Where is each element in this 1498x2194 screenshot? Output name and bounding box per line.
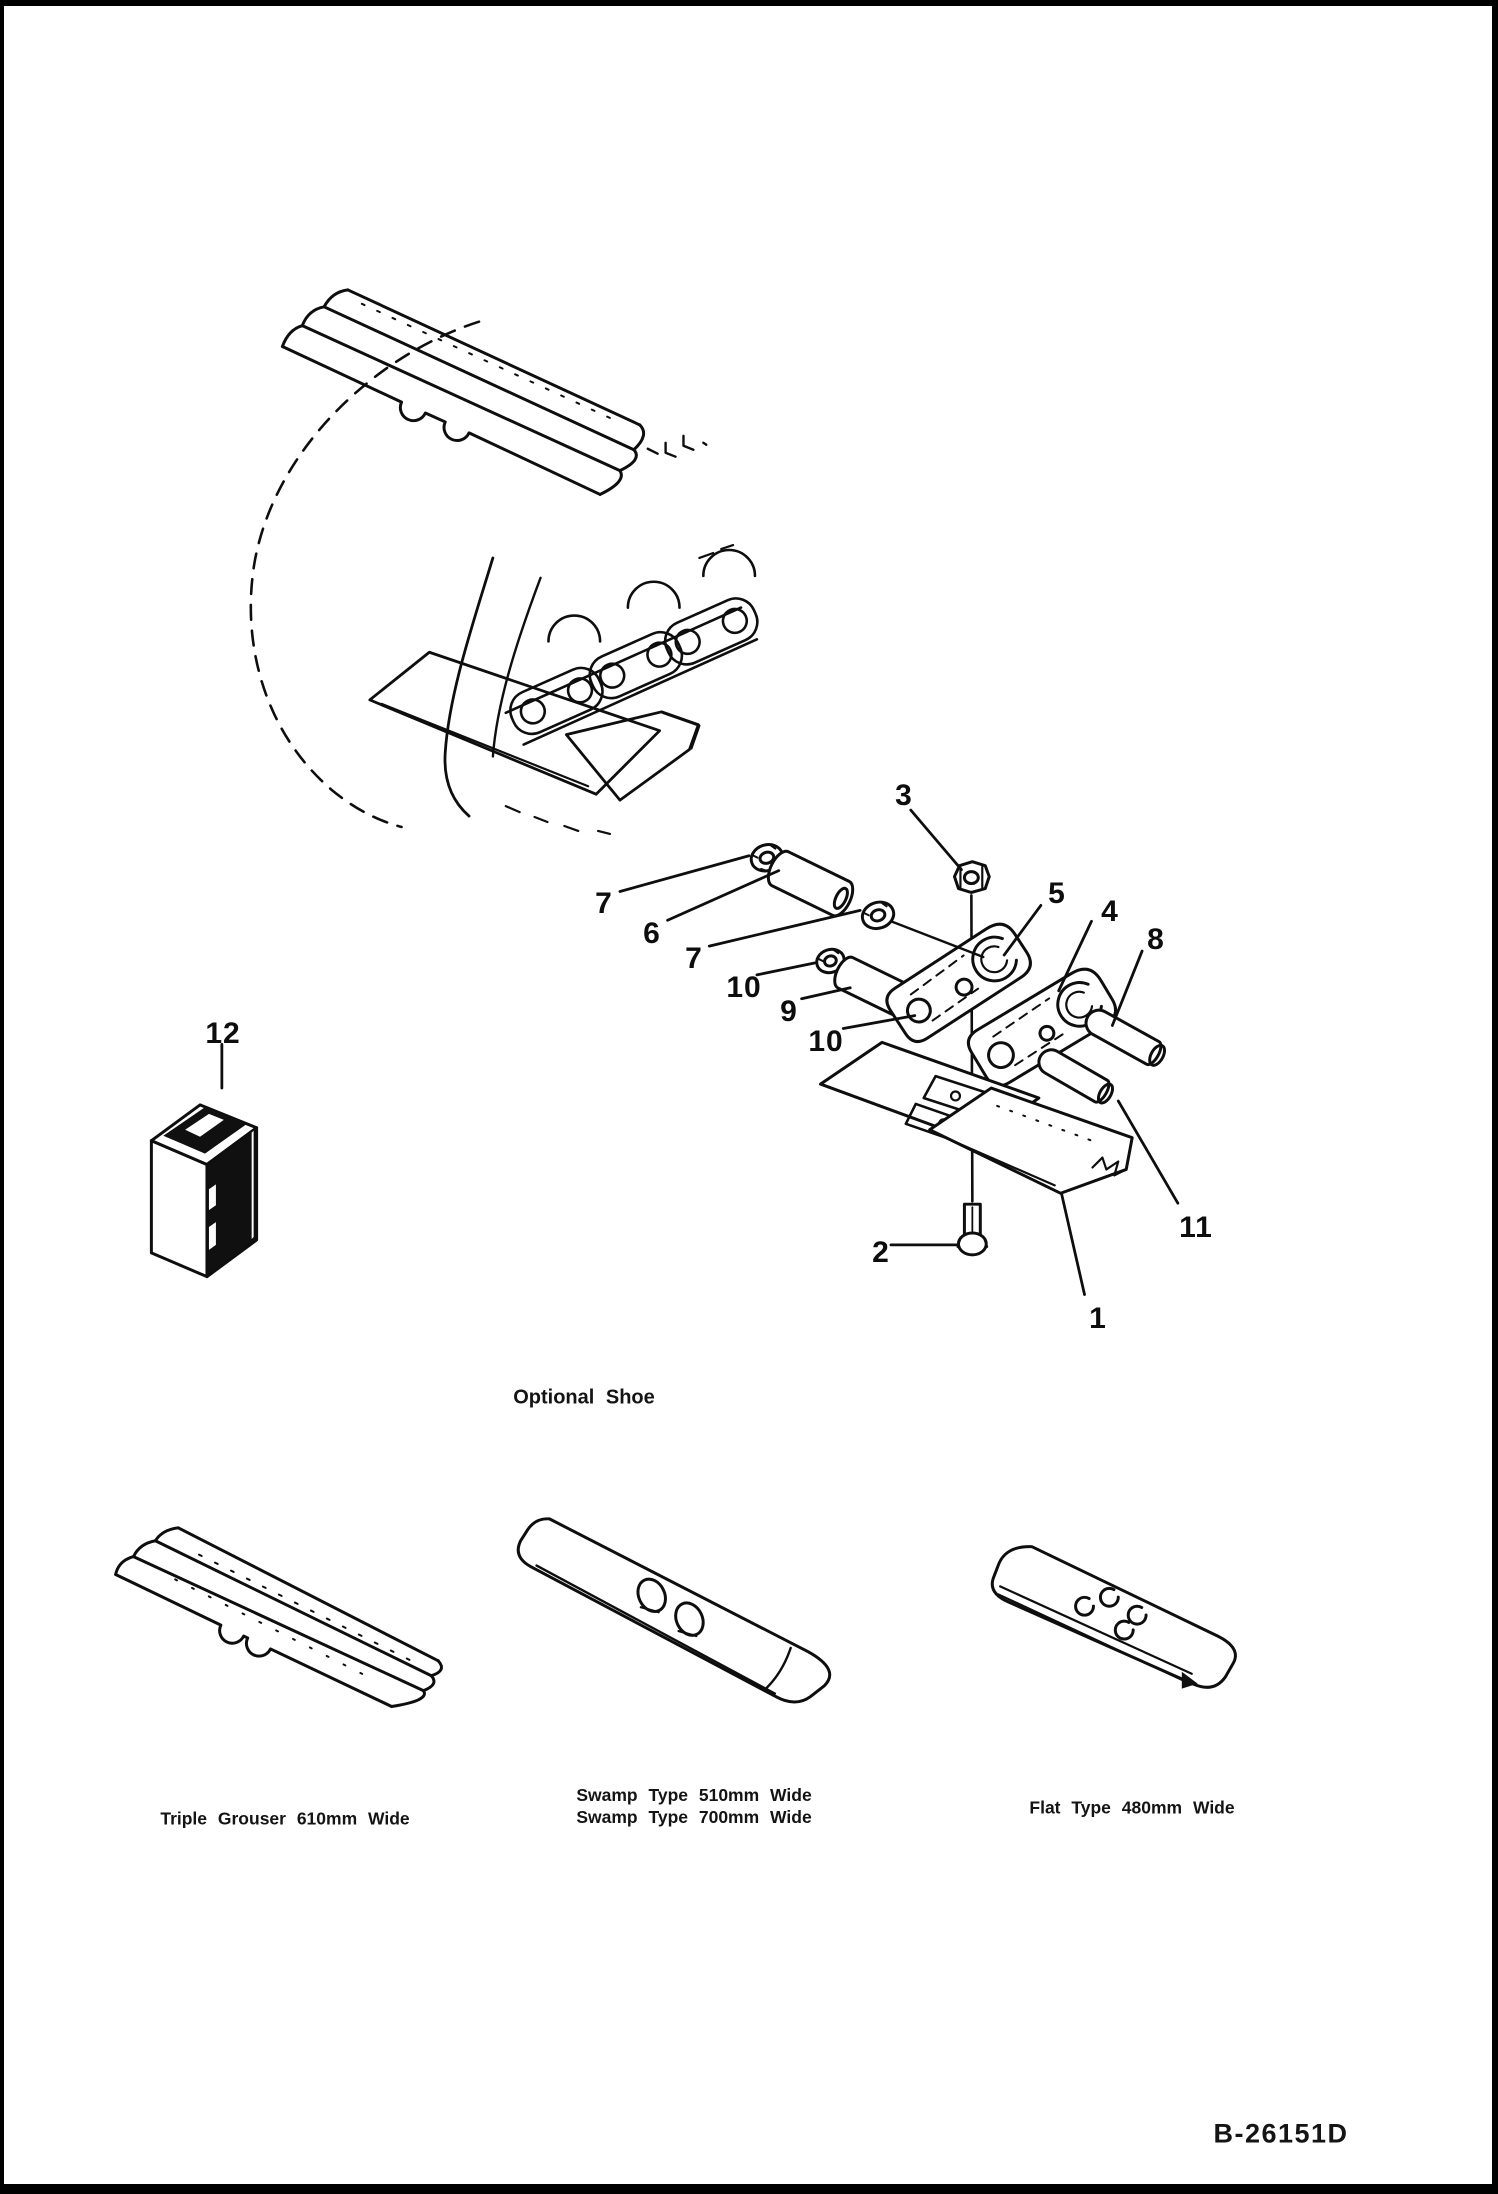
callout-label-11: 11 xyxy=(1179,1211,1213,1244)
sketch-sprocket-curve xyxy=(445,558,493,816)
callout-label-2: 2 xyxy=(872,1236,890,1269)
callout-label-5: 5 xyxy=(1048,877,1066,910)
swamp-shoe xyxy=(518,1519,830,1702)
sketch-link-cluster xyxy=(504,545,764,745)
triple-grouser-shoe xyxy=(116,1528,442,1707)
callout-label-8: 8 xyxy=(1147,923,1165,956)
seal-ring-7b xyxy=(859,898,897,932)
shoe-type-label-triple-grouser: Triple Grouser 610mm Wide xyxy=(160,1808,410,1829)
callout-label-7b: 7 xyxy=(685,942,703,975)
callout-label-3: 3 xyxy=(895,779,913,812)
bushing-6 xyxy=(763,848,857,920)
callout-label-6: 6 xyxy=(643,917,661,950)
exploded-view xyxy=(151,841,1168,1277)
optional-shoe-heading: Optional Shoe xyxy=(513,1386,655,1409)
callout-label-12: 12 xyxy=(205,1017,241,1050)
sketch-chain-curve xyxy=(493,578,541,757)
shoe-type-label-flat: Flat Type 480mm Wide xyxy=(1029,1797,1235,1818)
shoe-type-label-swamp-line-1: Swamp Type 510mm Wide xyxy=(576,1785,812,1805)
figure-reference-code: B-26151D xyxy=(1213,2118,1349,2149)
bolt-2 xyxy=(957,1204,987,1255)
callout-label-7a: 7 xyxy=(595,887,613,920)
track-shoe-1 xyxy=(820,1042,1132,1193)
sketch-shoe-plates xyxy=(370,652,700,834)
flat-shoe xyxy=(992,1547,1235,1689)
diagram-line-art xyxy=(4,6,1492,2184)
callout-label-1: 1 xyxy=(1089,1302,1107,1335)
shoe-type-label-swamp xyxy=(576,1784,811,1828)
callout-label-10a: 10 xyxy=(726,971,762,1004)
fastener-box-12 xyxy=(151,1105,256,1277)
track-assembly-sketch xyxy=(251,290,764,834)
pin-11 xyxy=(1034,1045,1116,1107)
shoe-type-label-swamp-line-2: Swamp Type 700mm Wide xyxy=(576,1807,812,1827)
callout-label-10b: 10 xyxy=(808,1025,844,1058)
pin-8 xyxy=(1081,1006,1168,1070)
callout-label-4: 4 xyxy=(1101,895,1119,928)
sketch-top-shoes xyxy=(282,290,706,494)
callout-label-9: 9 xyxy=(780,995,798,1028)
